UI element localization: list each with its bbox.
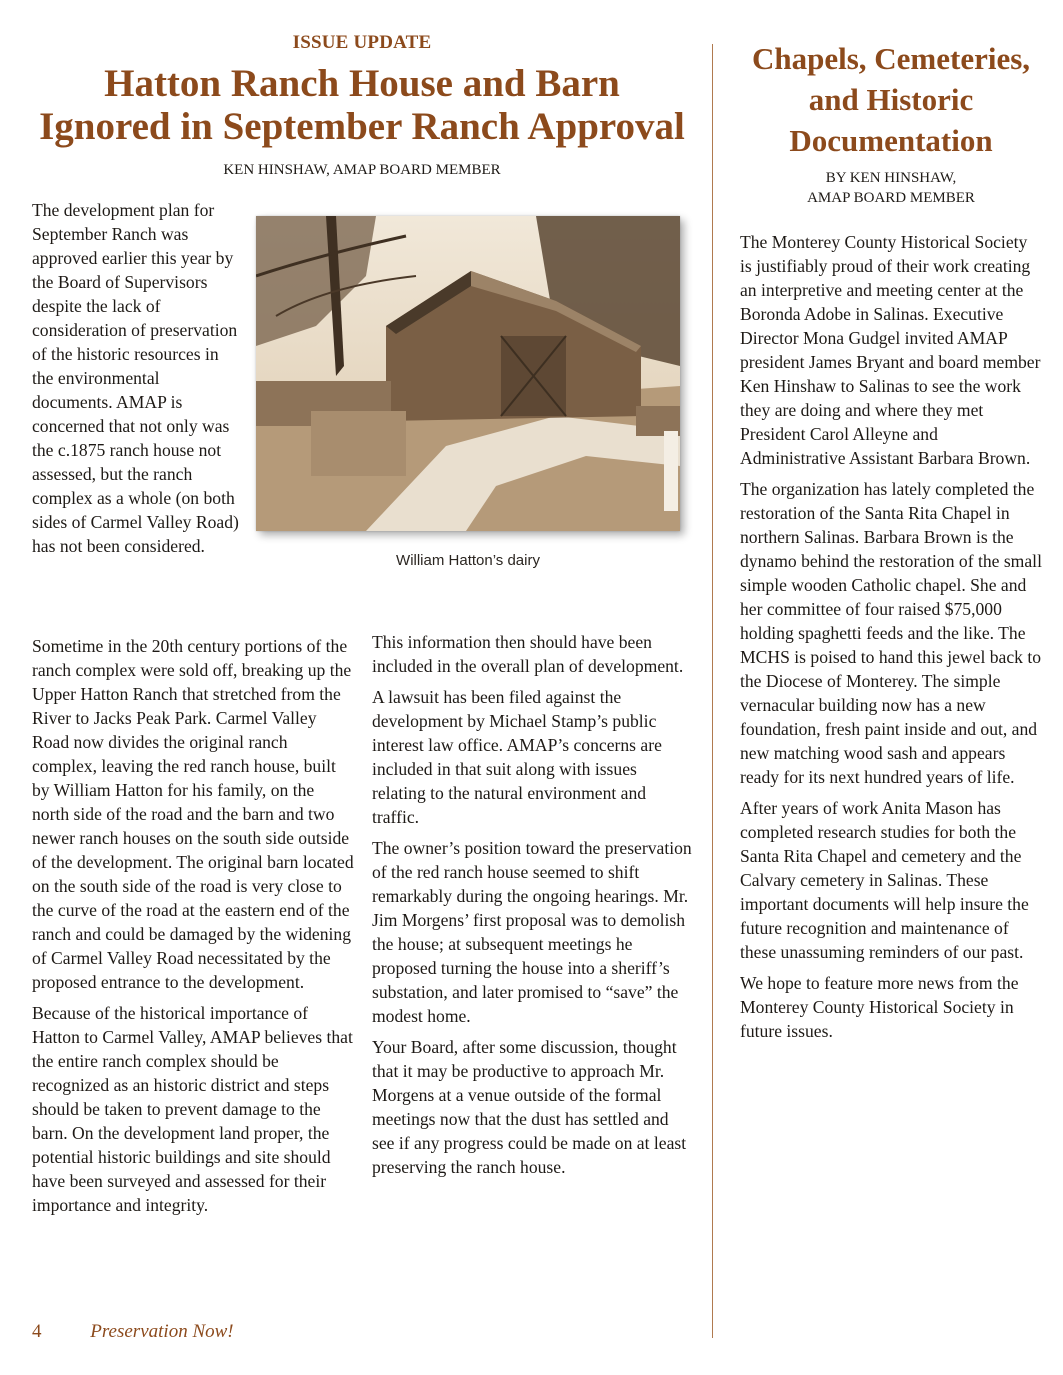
intro-column [32, 198, 244, 565]
page-footer [32, 1321, 234, 1343]
publication-name: Preservation Now! [90, 1321, 234, 1342]
article-column-1 [32, 634, 354, 1224]
body-paragraph: Your Board, after some discussion, thought that it may be productive to approach Mr. Morgens at a venue outside of the formal meetings now that the dust has settled and see if any progress could be made on at least preserving the ranch house. [372, 1037, 687, 1177]
body-paragraph: The owner’s position toward the preservation of the red ranch house seemed to shift remarkably during the ongoing hearings. Mr. Jim Morgens’ first proposal was to demolish the house; at subsequent meetings he proposed turning the house into a sheriff’s substation, and later promised to “save” the modest home. [372, 838, 692, 1026]
sidebar-paragraph: The Monterey County Historical Society is justifiably proud of their work creating an interpretive and meeting center at the Boronda Adobe in Salinas. Executive Director Mona Gudgel invited AMAP president James Bryant and board member Ken Hinshaw to Salinas to see the work they are doing and where they met President Carol Alleyne and Administrative Assistant Barbara Brown. [740, 232, 1041, 468]
article-column-2 [372, 630, 694, 1186]
page-number: 4 [32, 1321, 42, 1342]
body-paragraph: Because of the historical importance of Hatton to Carmel Valley, AMAP believes that the entire ranch complex should be recognized as an historic district and steps should be taken to prevent damage to the barn. On the development land proper, the potential historic buildings and site should have been surveyed and assessed for their importance and integrity. [32, 1003, 353, 1215]
article-headline [14, 62, 710, 148]
sidebar-paragraph: We hope to feature more news from the Monterey County Historical Society in future issues. [740, 973, 1019, 1041]
body-paragraph: Sometime in the 20th century portions of the ranch complex were sold off, breaking up the Upper Hatton Ranch that stretched from the River to Jacks Peak Park. Carmel Valley Road now divides the original ranch complex, leaving the red ranch house, built by William Hatton for his family, on the north side of the road and the barn and two newer ranch houses on the south side outside of the development. The original barn located on the south side of the road is very close to the curve of the road at the eastern end of the ranch and could be damaged by the widening of Carmel Valley Road necessitated by the proposed entrance to the development. [32, 636, 354, 992]
sidebar-byline-line-2: AMAP BOARD MEMBER [807, 190, 975, 206]
headline-line-1: Hatton Ranch House and Barn [104, 62, 620, 105]
sidebar-title: Chapels, Cemeteries, and Historic Documentation [751, 41, 1031, 158]
sidebar-paragraph: After years of work Anita Mason has completed research studies for both the Santa Rita Chapel and cemetery and the Calvary cemetery in Salinas. These important documents will help insure the future recognition and maintenance of these unassuming reminders of our past. [740, 798, 1029, 962]
body-paragraph: A lawsuit has been filed against the development by Michael Stamp’s public interest law office. AMAP’s concerns are included in that suit along with issues relating to the natural environment and traffic. [372, 687, 662, 827]
body-paragraph: This information then should have been included in the overall plan of development. [372, 632, 684, 676]
barn-photo [256, 216, 680, 531]
headline-line-2: Ignored in September Ranch Approval [39, 105, 685, 148]
article-byline: KEN HINSHAW, AMAP BOARD MEMBER [223, 162, 501, 178]
sidebar-byline [740, 168, 1042, 208]
column-divider [712, 44, 713, 1338]
sidebar-column [740, 230, 1042, 1050]
intro-paragraph: The development plan for September Ranch was approved earlier this year by the Board of Supervisors despite the lack of consideration of preservation of the historic resources in the environmental documents. AMAP is concerned that not only was the c.1875 ranch house not assessed, but the ranch complex as a whole (on both sides of Carmel Valley Road) has not been considered. [32, 200, 239, 556]
sidebar-byline-line-1: BY KEN HINSHAW, [825, 170, 957, 186]
photo-caption: William Hatton’s dairy [396, 552, 540, 569]
article-kicker: ISSUE UPDATE [292, 32, 432, 53]
sidebar-paragraph: The organization has lately completed the restoration of the Santa Rita Chapel in northern Salinas. Barbara Brown is the dynamo behind the restoration of the small simple wooden Catholic chapel. She and her committee of four raised $75,000 holding spaghetti feeds and the like. The MCHS is poised to hand this jewel back to the Diocese of Monterey. The simple vernacular building now has a new foundation, fresh paint inside and out, and new matching wood sash and appears ready for its next hundred years of life. [740, 479, 1042, 787]
